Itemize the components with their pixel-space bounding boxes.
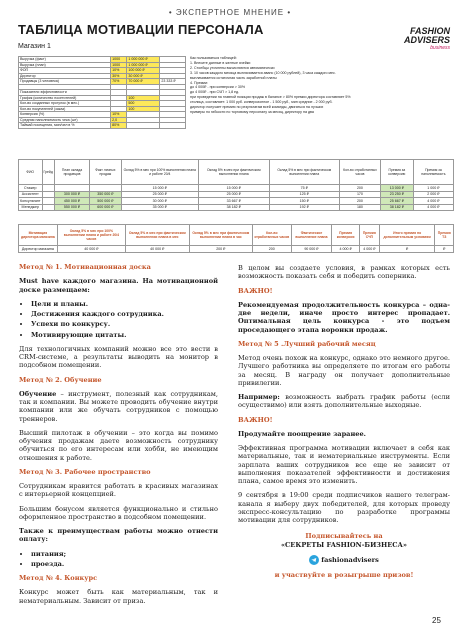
bold-term: Обучение	[19, 389, 57, 398]
table-row	[19, 123, 186, 129]
table-cell: 40 000 ₽	[57, 246, 125, 253]
table-cell: 100	[127, 106, 160, 112]
table-cell: 23 333 ₽	[160, 79, 186, 85]
paragraph: Продумайте поощрение заранее.	[238, 429, 366, 438]
table-cell: 10%	[111, 112, 127, 118]
paragraph: Рекомендуемая продолжительность конкурса – одна-две недели, иначе просто интерес пропадает. Оптимальная цель конкурса - это подъем проседающего этапа воронки продаж.	[238, 300, 450, 334]
board-items-list	[19, 300, 218, 339]
table-cell: Кол-во созданных прогулок (в мес.)	[19, 101, 111, 107]
table-cell: 23 250 ₽	[380, 191, 413, 198]
paragraph: Эффективная программа мотивации включает в себя как материальные, так и нематериальные инструменты. Если зарплата ваших сотрудников все еще не зависит от выполнения показателей эффективности и достижения плана, самое время это изменить.	[238, 444, 450, 485]
method-1-heading: Метод № 1. Мотивационная доска	[19, 263, 151, 271]
table-cell	[127, 123, 160, 129]
telegram-link[interactable]	[238, 555, 450, 565]
table-cell: 500 000 ₽	[90, 198, 121, 205]
column-header: Премия ТЗ	[435, 225, 454, 246]
left-article-column	[19, 263, 218, 611]
table-cell: 1 000 000 ₽	[127, 62, 160, 68]
table-cell: 1 000 000 ₽	[127, 57, 160, 63]
table-cell: Продавцы (3 человека)	[19, 79, 111, 85]
table-cell: Директор	[19, 73, 111, 79]
instructions-notes	[190, 56, 452, 115]
page-number: 25	[432, 616, 441, 625]
note-line: при проведении на главной позиции продаж в балансе > 80% премии директора составляет 5%	[190, 95, 351, 100]
promo-line: и участвуйте в розыгрыше призов!	[274, 570, 414, 579]
list-item: • проезда.	[31, 560, 218, 568]
payment-list	[19, 550, 218, 569]
table-cell: 180	[339, 204, 380, 211]
paragraph: Конкурс может быть как материальным, так и нематериальным. Зависит от приза.	[19, 588, 218, 605]
table-cell: 200 ₽	[189, 246, 252, 253]
table-cell: 200	[253, 246, 292, 253]
column-header: Кол-во отработанных часов	[339, 160, 380, 185]
table-cell: 13 000 ₽	[380, 185, 413, 192]
table-cell: 2,0	[111, 117, 127, 123]
paragraph-text: возможность выбрать график работы (если осуществимо) или взять дополнительные выходные.	[238, 393, 450, 410]
table-cell: График (количество посетителей)	[19, 95, 111, 101]
column-header: Грейд	[42, 160, 54, 185]
table-cell: 4 000 ₽	[413, 204, 453, 211]
note-line: 1. Внесите данные в желтые ячейки	[190, 60, 251, 65]
note-line: примеры по гибкости по торговому персоналу за месяц, директору на два	[190, 109, 314, 114]
paragraph: Также к преимуществам работы можно отнести оплату:	[19, 527, 218, 544]
table-cell: 75 ₽	[269, 185, 339, 192]
table-cell: Директор магазина	[19, 246, 58, 253]
column-header: Итого премия по дополнительным условиям	[379, 225, 435, 246]
note-line: 2. Столбцы уточнены вычисляются автоматически	[190, 65, 275, 70]
table-cell: 25 667 ₽	[380, 198, 413, 205]
promo-channel-name: «СЕКРЕТЫ FASHION-БИЗНЕСА»	[280, 540, 408, 549]
paragraph: Большим бонусом является функционально и стильно оформленное пространство в подсобном помещении.	[19, 504, 218, 521]
page-title: ТАБЛИЦА МОТИВАЦИИ ПЕРСОНАЛА	[18, 22, 264, 37]
table-cell: 30 000 ₽	[121, 198, 199, 205]
table-cell: 70%	[111, 79, 127, 85]
table-cell: 90 000 ₽	[291, 246, 332, 253]
paragraph: Для технологичных компаний можно все это вести в CRM-системе, а результаты выводить на монитор в подсобном помещении.	[19, 344, 218, 370]
table-cell: Выручка (план)	[19, 62, 111, 68]
column-header: Оклад 5% в мес при фактическом выполнении плана в мес	[126, 225, 190, 246]
table-cell: 200	[339, 198, 380, 205]
table-cell: 550 000 ₽	[54, 204, 89, 211]
table-cell: Кол-во покупателей (заказ)	[19, 106, 111, 112]
promo-line: Подписывайтесь на	[305, 532, 383, 541]
table-cell: 33 667 ₽	[199, 198, 269, 205]
store-subtitle: Магазин 1	[18, 43, 51, 50]
note-line: 4. Премии:	[190, 80, 209, 85]
table-cell: 80%	[111, 123, 127, 129]
table-cell: 4 000 ₽	[332, 246, 360, 253]
list-item: • Мотивирующие цитаты.	[31, 331, 218, 339]
paragraph: В целом вы создаете условия, в рамках которых есть возможность показать себя и победить соперника.	[238, 264, 450, 281]
column-header: Оклад 5% в мес при фактическом выполнении плана	[269, 160, 339, 185]
note-line: столица, составляет: 1 000 руб. конверсионное - 1 500 руб., мин средние - 2 000 руб.	[190, 100, 333, 105]
logo-line1: FASHION	[409, 26, 450, 36]
table-cell: ₽	[379, 246, 435, 253]
table-cell: Выручка (факт)	[19, 57, 111, 63]
table-cell: 38 182 ₽	[380, 204, 413, 211]
table-cell: 192 ₽	[269, 204, 339, 211]
list-item: • Достижения каждого сотрудника.	[31, 310, 218, 318]
table-cell: 25 000 ₽	[199, 191, 269, 198]
table-cell: Стажер	[19, 185, 43, 192]
table-cell: Ассистент	[19, 191, 43, 198]
table-row	[19, 204, 454, 211]
paragraph: Высший пилотаж в обучении – это когда вы помимо обучения продажам даете возможность сотруднику обучиться по его интересам или хобби, не имеющим отношения к работе.	[19, 428, 218, 462]
section-header: • ЭКСПЕРТНОЕ МНЕНИЕ •	[168, 8, 292, 17]
table-cell: ФОП	[19, 68, 111, 74]
table-cell: 35 000 ₽	[121, 204, 199, 211]
paragraph	[238, 393, 450, 410]
important-label: ВАЖНО!	[238, 286, 273, 295]
table-cell: 500	[127, 101, 160, 107]
important-label: ВАЖНО!	[238, 415, 273, 424]
logo-tagline: business	[430, 45, 450, 51]
table-cell: 30 000 ₽	[127, 73, 160, 79]
table-cell: 125 ₽	[269, 191, 339, 198]
column-header: Факт личных продаж	[90, 160, 121, 185]
method-3-heading: Метод № 3. Рабочее пространство	[19, 467, 151, 476]
table-cell: 300 000 ₽	[54, 191, 89, 198]
list-item: • питания;	[31, 550, 218, 558]
table-cell: 200	[339, 185, 380, 192]
note-line: 3. 10 часов каждого месяца выплачивается аванс (10 000 рублей), 3 часа каждого мес.	[190, 70, 336, 75]
table-cell: 100 000 ₽	[127, 68, 160, 74]
method-5-heading: Метод № 5 .Лучший рабочий месяц	[238, 339, 376, 348]
table-cell: Таймай посещения, мин/чел в %	[19, 123, 111, 129]
paragraph: 9 сентября в 19:00 среди подписчиков нашего телеграм-канала я выберу двух победителей, для которых проведу экспресс-консультацию по разработке программы мотивации для сотрудников.	[238, 491, 450, 524]
column-header: Оклад 5% в мес при фактическом выполнении плана	[199, 160, 269, 185]
table-cell: 150 ₽	[269, 198, 339, 205]
column-header: План оклада продавцов	[54, 160, 89, 185]
table-cell: 4 000 ₽	[413, 198, 453, 205]
column-header: Мотивация директора магазина	[19, 225, 58, 246]
fashion-advisers-logo	[400, 27, 450, 51]
table-cell: 170	[339, 191, 380, 198]
column-header: Премия за конверсию	[380, 160, 413, 185]
table-cell	[42, 204, 54, 211]
telegram-handle: fashionadvisers	[321, 555, 379, 564]
column-header: Оклад 5% в мес при фактическом выполнении плана в час	[189, 225, 252, 246]
table-cell: 25 000 ₽	[121, 191, 199, 198]
column-header: Фактическое выполнение плана	[291, 225, 332, 246]
column-header: Кол-во отработанных часов	[253, 225, 292, 246]
table-cell: 15 000 ₽	[121, 185, 199, 192]
staff-motivation-table	[18, 159, 454, 211]
telegram-icon	[309, 555, 319, 565]
table-cell: Менеджер	[19, 204, 43, 211]
column-header: ФИО	[19, 160, 43, 185]
method-4-heading: Метод № 4. Конкурс	[19, 574, 98, 582]
table-cell: 70 000 ₽	[127, 79, 160, 85]
table-cell: 15 000 ₽	[199, 185, 269, 192]
table-cell: 40 000 ₽	[126, 246, 190, 253]
note-line: директор получает премию по результатам всей команды, двигаться на лучших	[190, 105, 324, 110]
table-cell: 1000	[111, 57, 127, 63]
table-cell: 350 000 ₽	[90, 191, 121, 198]
table-cell: Консультант	[20, 198, 41, 203]
telegram-promo	[238, 532, 450, 579]
table-cell: ₽	[435, 246, 454, 253]
table-cell: 1 000 ₽	[413, 185, 453, 192]
method-2-heading: Метод № 2. Обучение	[19, 375, 102, 384]
table-cell	[160, 123, 186, 129]
column-header: Оклад 5% в мес при 100% выполнении плана и работе 20/4	[121, 160, 199, 185]
table-cell: 1000	[111, 62, 127, 68]
table-cell: Показатели эффективности	[19, 90, 111, 96]
table-cell: 450 000 ₽	[54, 198, 89, 205]
director-motivation-table	[18, 224, 454, 253]
logo-line2: ADVISERS	[403, 35, 450, 45]
table-cell: 4 000 ₽	[359, 246, 379, 253]
note-line: Как пользоваться таблицей:	[190, 56, 237, 60]
paragraph: Метод очень похож на конкурс, однако это немного другое. Лучшего работника вы определяете по итогам его работы за месяц. В награду он получает дополнительные привилегии.	[238, 354, 450, 387]
table-cell: 600 000 ₽	[90, 204, 121, 211]
note-line: до 4 000₽ - при конверсии > 30%	[190, 85, 246, 90]
column-header: Премия за наполняемость	[413, 160, 453, 185]
note-line: выплачивается остаточная часть заработной платы	[190, 75, 277, 80]
paragraph	[19, 390, 218, 423]
table-cell: 2 000 ₽	[413, 191, 453, 198]
note-line: до 4 000₽ - при СЧП > 1,8 ед.	[190, 90, 240, 95]
table-cell: 100	[127, 95, 160, 101]
table-cell: Средняя наполняемость чека (шт)	[19, 117, 111, 123]
list-item: • Успехи по конкурсу.	[31, 320, 218, 328]
paragraph: Сотрудникам нравится работать в красивых магазинах с интерьерной концепцией.	[19, 482, 218, 499]
table-cell: 38 182 ₽	[199, 204, 269, 211]
paragraph-text: – инструмент, полезный как сотрудникам, так и компании. Вы можете проводить обучение внутри компании или же обучать сотрудников с помощью треннеров.	[19, 389, 218, 423]
list-item: • Цели и планы.	[31, 300, 218, 308]
table-cell: 30%	[111, 73, 127, 79]
table-cell: 10%	[111, 68, 127, 74]
paragraph: Must have каждого магазина. На мотивационной доске размещаем:	[19, 277, 218, 294]
bold-term: Например:	[238, 393, 280, 401]
right-article-column	[238, 264, 450, 579]
motivation-spreadsheet	[18, 56, 454, 252]
column-header: Премия СЧП	[359, 225, 379, 246]
column-header: Оклад 5% в мес при 100% выполнении плана и работе 20/4 часов	[57, 225, 125, 246]
table-cell: Конверсия (%)	[19, 112, 111, 118]
column-header: Премия конверсия	[332, 225, 360, 246]
kpi-table	[18, 56, 186, 129]
